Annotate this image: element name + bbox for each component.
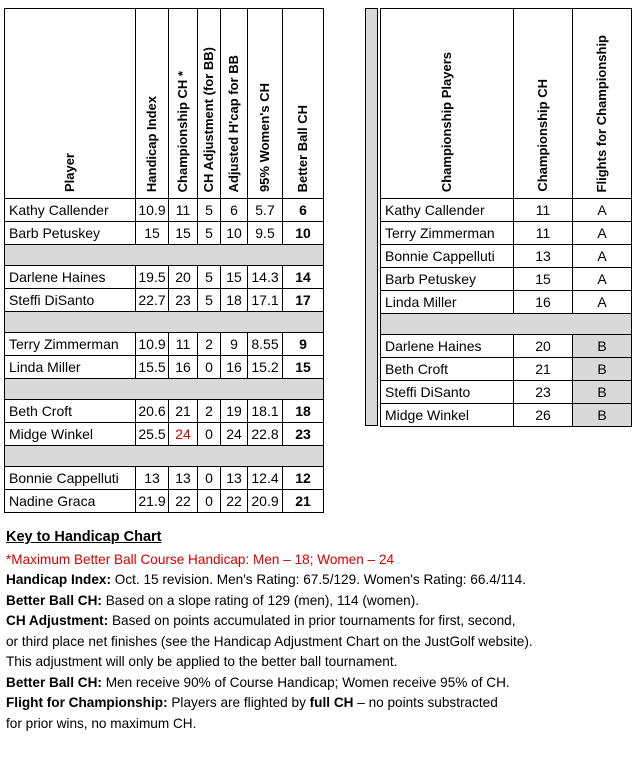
table-row (381, 404, 632, 427)
player-name: Barb Petuskey (5, 222, 136, 245)
handicap-key (6, 527, 634, 734)
header-adjusted-hcap: Adjusted H'cap for BB (221, 9, 248, 199)
player-name: Darlene Haines (5, 266, 136, 289)
better-ball-ch: 23 (283, 423, 324, 446)
womens-95-ch: 17.1 (248, 289, 283, 312)
flight: B (573, 404, 632, 427)
championship-player: Beth Croft (381, 358, 514, 381)
better-ball-ch: 6 (283, 199, 324, 222)
better-ball-ch: 18 (283, 400, 324, 423)
championship-ch: 23 (514, 381, 573, 404)
player-name: Linda Miller (5, 356, 136, 379)
key-max-line: *Maximum Better Ball Course Handicap: Men – 18; Women – 24 (6, 551, 395, 567)
handicap-header-row (5, 9, 324, 199)
ch-adjustment: 0 (198, 490, 221, 513)
better-ball-ch: 15 (283, 356, 324, 379)
championship-header-row (381, 9, 632, 199)
handicap-index: 19.5 (136, 266, 169, 289)
championship-player: Terry Zimmerman (381, 222, 514, 245)
group-separator (5, 379, 324, 400)
championship-player: Darlene Haines (381, 335, 514, 358)
table-row (381, 245, 632, 268)
ch-adjustment: 5 (198, 199, 221, 222)
player-name: Nadine Graca (5, 490, 136, 513)
ch-adjustment: 0 (198, 467, 221, 490)
handicap-index: 22.7 (136, 289, 169, 312)
flight: B (573, 381, 632, 404)
championship-player: Midge Winkel (381, 404, 514, 427)
championship-table (380, 8, 632, 427)
key-flight: Flight for Championship: Players are flighted by full CH – no points substracted (6, 695, 498, 710)
header-flights: Flights for Championship (573, 9, 632, 199)
womens-95-ch: 22.8 (248, 423, 283, 446)
table-row (5, 199, 324, 222)
group-separator (5, 446, 324, 467)
championship-ch: 11 (514, 222, 573, 245)
header-championship-players: Championship Players (381, 9, 514, 199)
key-better-ball-pct: Better Ball CH: Men receive 90% of Course Handicap; Women receive 95% of CH. (6, 674, 510, 690)
key-ch-adjustment: CH Adjustment: Based on points accumulated in prior tournaments for first, second, (6, 613, 516, 628)
header-championship-ch: Championship CH * (169, 9, 198, 199)
adjusted-hcap: 6 (221, 199, 248, 222)
header-championship-ch: Championship CH (514, 9, 573, 199)
table-row (5, 266, 324, 289)
adjusted-hcap: 16 (221, 356, 248, 379)
flight: A (573, 268, 632, 291)
player-name: Beth Croft (5, 400, 136, 423)
adjusted-hcap: 18 (221, 289, 248, 312)
handicap-index: 21.9 (136, 490, 169, 513)
group-separator (5, 245, 324, 266)
table-row (5, 289, 324, 312)
flight: A (573, 199, 632, 222)
championship-ch: 22 (169, 490, 198, 513)
championship-ch: 13 (169, 467, 198, 490)
championship-ch: 15 (169, 222, 198, 245)
womens-95-ch: 9.5 (248, 222, 283, 245)
table-row (5, 490, 324, 513)
flight-separator (381, 314, 632, 335)
table-row (381, 335, 632, 358)
key-title: Key to Handicap Chart (6, 529, 162, 545)
group-separator (5, 312, 324, 333)
flight: A (573, 291, 632, 314)
ch-adjustment: 0 (198, 356, 221, 379)
header-handicap-index: Handicap Index (136, 9, 169, 199)
championship-ch: 11 (169, 333, 198, 356)
player-name: Midge Winkel (5, 423, 136, 446)
table-row (5, 356, 324, 379)
key-better-ball-slope: Better Ball CH: Based on a slope rating of 129 (men), 114 (women). (6, 592, 420, 608)
adjusted-hcap: 9 (221, 333, 248, 356)
better-ball-ch: 12 (283, 467, 324, 490)
championship-ch: 11 (169, 199, 198, 222)
table-row (5, 400, 324, 423)
womens-95-ch: 5.7 (248, 199, 283, 222)
adjusted-hcap: 22 (221, 490, 248, 513)
better-ball-ch: 10 (283, 222, 324, 245)
table-row (381, 381, 632, 404)
handicap-index: 25.5 (136, 423, 169, 446)
adjusted-hcap: 24 (221, 423, 248, 446)
ch-adjustment: 5 (198, 222, 221, 245)
adjusted-hcap: 13 (221, 467, 248, 490)
ch-adjustment: 2 (198, 333, 221, 356)
table-row (381, 199, 632, 222)
championship-ch: 26 (514, 404, 573, 427)
championship-ch-capped: 24 (169, 423, 198, 446)
key-handicap-index: Handicap Index: Oct. 15 revision. Men's Rating: 67.5/129. Women's Rating: 66.4/114. (6, 572, 526, 587)
championship-ch: 21 (169, 400, 198, 423)
header-better-ball-ch: Better Ball CH (283, 9, 324, 199)
ch-adjustment: 2 (198, 400, 221, 423)
adjusted-hcap: 10 (221, 222, 248, 245)
header-95-womens-ch: 95% Women's CH (248, 9, 283, 199)
championship-ch: 21 (514, 358, 573, 381)
table-row (5, 467, 324, 490)
flight: B (573, 335, 632, 358)
handicap-index: 20.6 (136, 400, 169, 423)
championship-ch: 16 (169, 356, 198, 379)
womens-95-ch: 18.1 (248, 400, 283, 423)
championship-player: Kathy Callender (381, 199, 514, 222)
player-name: Terry Zimmerman (5, 333, 136, 356)
table-row (381, 222, 632, 245)
key-flight-line2: for prior wins, no maximum CH. (6, 715, 197, 731)
ch-adjustment: 5 (198, 266, 221, 289)
better-ball-ch: 17 (283, 289, 324, 312)
player-name: Steffi DiSanto (5, 289, 136, 312)
womens-95-ch: 14.3 (248, 266, 283, 289)
column-divider (365, 8, 378, 426)
womens-95-ch: 12.4 (248, 467, 283, 490)
ch-adjustment: 0 (198, 423, 221, 446)
championship-ch: 16 (514, 291, 573, 314)
adjusted-hcap: 19 (221, 400, 248, 423)
handicap-index: 13 (136, 467, 169, 490)
adjusted-hcap: 15 (221, 266, 248, 289)
handicap-index: 10.9 (136, 199, 169, 222)
championship-player: Barb Petuskey (381, 268, 514, 291)
handicap-index: 10.9 (136, 333, 169, 356)
better-ball-ch: 9 (283, 333, 324, 356)
flight: A (573, 245, 632, 268)
flight: B (573, 358, 632, 381)
handicap-index: 15 (136, 222, 169, 245)
womens-95-ch: 15.2 (248, 356, 283, 379)
championship-ch: 13 (514, 245, 573, 268)
table-row (381, 358, 632, 381)
player-name: Kathy Callender (5, 199, 136, 222)
championship-ch: 20 (514, 335, 573, 358)
player-name: Bonnie Cappelluti (5, 467, 136, 490)
table-row (5, 423, 324, 446)
championship-player: Steffi DiSanto (381, 381, 514, 404)
better-ball-ch: 21 (283, 490, 324, 513)
handicap-table (4, 8, 324, 513)
championship-ch: 23 (169, 289, 198, 312)
table-row (381, 291, 632, 314)
championship-player: Linda Miller (381, 291, 514, 314)
better-ball-ch: 14 (283, 266, 324, 289)
flight: A (573, 222, 632, 245)
championship-player: Bonnie Cappelluti (381, 245, 514, 268)
header-player: Player (5, 9, 136, 199)
key-ch-adjustment-line3: This adjustment will only be applied to the better ball tournament. (6, 654, 398, 669)
table-row (381, 268, 632, 291)
ch-adjustment: 5 (198, 289, 221, 312)
womens-95-ch: 8.55 (248, 333, 283, 356)
table-row (5, 222, 324, 245)
championship-ch: 15 (514, 268, 573, 291)
header-ch-adjustment: CH Adjustment (for BB) (198, 9, 221, 199)
key-ch-adjustment-line2: or third place net finishes (see the Handicap Adjustment Chart on the JustGolf website). (6, 633, 533, 649)
womens-95-ch: 20.9 (248, 490, 283, 513)
championship-ch: 11 (514, 199, 573, 222)
handicap-index: 15.5 (136, 356, 169, 379)
championship-ch: 20 (169, 266, 198, 289)
table-row (5, 333, 324, 356)
